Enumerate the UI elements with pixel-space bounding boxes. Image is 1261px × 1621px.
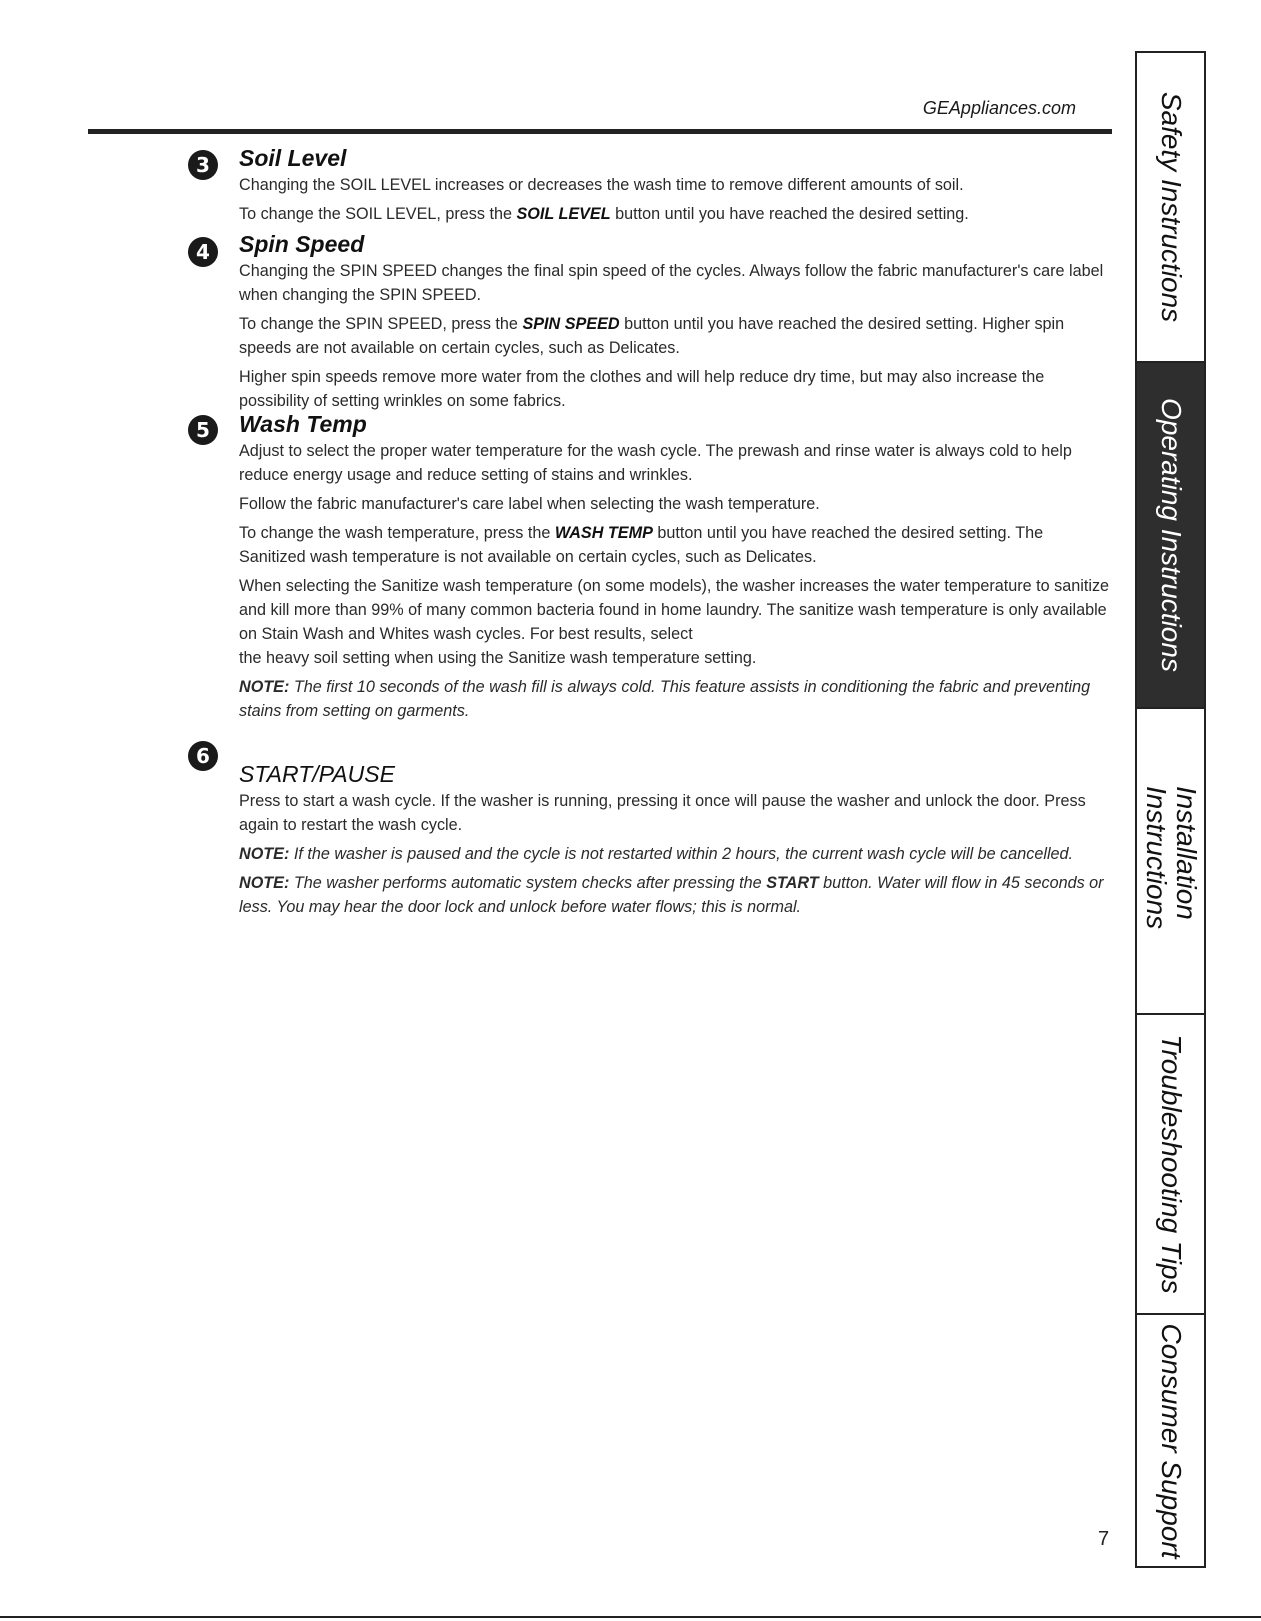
paragraph: Changing the SPIN SPEED changes the final spin speed of the cycles. Always follow the fabric manufacturer's care label when changing the SPIN SPEED.: [239, 262, 1104, 304]
tab-installation-instructions[interactable]: [1135, 707, 1206, 1015]
tab-label: [1141, 786, 1201, 936]
badge-5: 5: [188, 415, 218, 445]
paragraph: Changing the SOIL LEVEL increases or decreases the wash time to remove different amounts of soil.: [239, 176, 964, 194]
section-soil-level: [239, 145, 1114, 231]
spin-speed-keyword: SPIN SPEED: [522, 315, 620, 333]
note-label: NOTE:: [239, 874, 290, 892]
paragraph: To change the wash temperature, press the WASH TEMP button until you have reached the desired setting. The Sanitized wash temperature is not available on certain cycles, such as Delicates.: [239, 524, 1044, 566]
soil-level-keyword: SOIL LEVEL: [516, 205, 611, 223]
page-number: 7: [1098, 1528, 1110, 1550]
badge-3: 3: [188, 150, 218, 180]
tab-label: Consumer Support: [1155, 1322, 1187, 1559]
paragraph: To change the SOIL LEVEL, press the SOIL LEVEL button until you have reached the desired setting.: [239, 205, 969, 223]
bottom-rule: [0, 1616, 1261, 1618]
tab-consumer-support[interactable]: [1135, 1313, 1206, 1568]
section-tabs: [1135, 51, 1208, 1568]
section-wash-temp: [239, 411, 1114, 728]
badge-4: 4: [188, 237, 218, 267]
paragraph: Adjust to select the proper water temperature for the wash cycle. The prewash and rinse water is always cold to help reduce energy usage and reduce setting of stains and wrinkles.: [239, 442, 1072, 484]
tab-label: Operating Instructions: [1155, 398, 1187, 672]
section-start-pause: [239, 761, 1114, 924]
tab-label: Troubleshooting Tips: [1155, 1034, 1187, 1294]
note: NOTE: The first 10 seconds of the wash fill is always cold. This feature assists in conditioning the fabric and preventing stains from setting on garments.: [239, 678, 1091, 720]
site-url[interactable]: GEAppliances.com: [922, 98, 1076, 118]
paragraph: the heavy soil setting when using the Sanitize wash temperature setting.: [239, 649, 757, 667]
paragraph: To change the SPIN SPEED, press the SPIN SPEED button until you have reached the desired setting. Higher spin speeds are not available on certain cycles, such as Delicates.: [239, 315, 1065, 357]
header-rule: [88, 129, 1112, 134]
tab-troubleshooting-tips[interactable]: [1135, 1013, 1206, 1315]
paragraph: Press to start a wash cycle. If the washer is running, pressing it once will pause the washer and unlock the door. Press again to restart the wash cycle.: [239, 792, 1086, 834]
start-keyword: START: [766, 874, 819, 892]
badge-6: 6: [188, 741, 218, 771]
note: NOTE: If the washer is paused and the cycle is not restarted within 2 hours, the current wash cycle will be cancelled.: [239, 845, 1074, 863]
section-title: Soil Level: [239, 145, 347, 171]
section-title: START/PAUSE: [239, 761, 395, 787]
note: NOTE: The washer performs automatic system checks after pressing the START button. Water will flow in 45 seconds or less. You may hear the door lock and unlock before water flows; this is normal.: [239, 874, 1104, 916]
tab-operating-instructions[interactable]: [1135, 361, 1206, 709]
section-spin-speed: [239, 231, 1114, 418]
tab-label: Safety Instructions: [1155, 91, 1187, 323]
paragraph: Follow the fabric manufacturer's care label when selecting the wash temperature.: [239, 495, 820, 513]
paragraph: When selecting the Sanitize wash temperature (on some models), the washer increases the water temperature to sanitize and kill more than 99% of many common bacteria found in home laundry. The sanitize wash temperature is only available on Stain Wash and Whites wash cycles. For best results, select: [239, 577, 1110, 643]
wash-temp-keyword: WASH TEMP: [554, 524, 653, 542]
tab-label-text: Installation Instructions: [1140, 786, 1202, 930]
note-label: NOTE:: [239, 678, 290, 696]
tab-safety-instructions[interactable]: [1135, 51, 1206, 363]
paragraph: Higher spin speeds remove more water from the clothes and will help reduce dry time, but may also increase the possibility of setting wrinkles on some fabrics.: [239, 368, 1045, 410]
section-title: Spin Speed: [239, 231, 365, 257]
note-label: NOTE:: [239, 845, 290, 863]
section-title: Wash Temp: [239, 411, 367, 437]
